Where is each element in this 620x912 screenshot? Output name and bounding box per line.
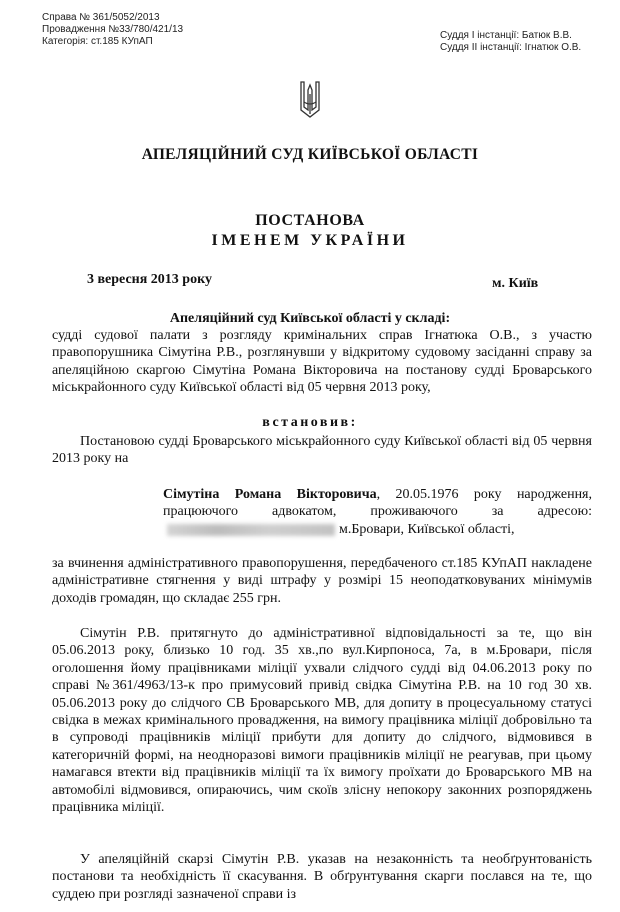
paragraph-3: [52, 625, 592, 816]
paragraph-4: [52, 851, 592, 903]
judge-second-instance: Суддя ІІ інстанції: Ігнатюк О.В.: [440, 42, 582, 53]
person-details-b: м.Бровари, Київської області,: [339, 521, 515, 537]
intro-text: судді судової палати з розгляду кримінальних справ Ігнатюка О.В., з участю правопорушника Сімутіна Р.В., розглянувши у відкритому судовому засіданні справу за апеляційною скаргою Сімутіна Романа Вікторовича на постанову судді Броварського міськрайонного суду Київської області від 05 червня 2013 року,: [52, 328, 592, 396]
judges-info: [440, 30, 581, 54]
paragraph-3-text: Сімутін Р.В. притягнуто до адміністративної відповідальності за те, що він 05.06.2013 року, близько 10 год. 35 хв.,по вул.Кирпоноса, 7а, в м.Бровари, після оголошення йому працівниками міліції ухвали слідчого судді від 04.06.2013 року по справі №361/4963/13-к про примусовий привід свідка Сімутіна Р.В. на 10 год 30 хв. 05.06.2013 року до слідчого СВ Броварського МВ, для допиту в процесуальному статусі свідка в межах кримінального провадження, на вимогу працівника міліції добровільно та в супроводі працівників міліції прибути для допиту до слідчого, відмовився в категоричній формі, на неодноразові вимоги працівників міліції не реагував, при цьому намагався втекти від працівників міліції та їх вимогу проїхати до Броварського МВ на автомобілі відмовився, опираючись, чим скоїв злісну непокору законних розпоряджень працівника міліції.: [52, 626, 592, 816]
proceeding-number: Провадження №33/780/421/13: [42, 24, 184, 35]
intro-paragraph: [52, 327, 592, 397]
case-info: [42, 12, 183, 48]
category: Категорія: ст.185 КУпАП: [42, 36, 153, 47]
person-name: Сімутіна Романа Вікторовича: [163, 487, 377, 502]
paragraph-2: [52, 555, 592, 607]
redacted-address: [167, 524, 335, 536]
document-subtitle: ІМЕНЕМ УКРАЇНИ: [211, 232, 409, 249]
paragraph-2-text: за вчинення адміністративного правопорушення, передбаченого ст.185 КУпАП накладене адміністративне стягнення у виді штрафу у розмірі 15 неоподатковуваних мінімумів доходів громадян, що складає 255 грн.: [52, 556, 592, 606]
paragraph-1-text: Постановою судді Броварського міськрайонного суду Київської області від 05 червня 2013 року на: [52, 434, 592, 467]
established-heading: встановив:: [262, 415, 358, 430]
paragraph-1: [52, 433, 592, 468]
trident-icon: [298, 80, 322, 120]
paragraph-4-text: У апеляційній скарзі Сімутін Р.В. указав на незаконність та необґрунтованість постанови та необхідність її скасування. В обґрунтування скарги послався на те, що суддею при розгляді зазначеної справи із: [52, 852, 592, 902]
document-city: м. Київ: [492, 276, 539, 291]
case-number: Справа № 361/5052/2013: [42, 12, 160, 23]
document-title: ПОСТАНОВА: [255, 212, 365, 229]
court-name: АПЕЛЯЦІЙНИЙ СУД КИЇВСЬКОЇ ОБЛАСТІ: [141, 146, 479, 163]
composition-heading: Апеляційний суд Київської області у складі:: [169, 311, 451, 326]
judge-first-instance: Суддя І інстанції: Батюк В.В.: [440, 30, 572, 41]
document-date: 3 вересня 2013 року: [87, 272, 212, 287]
person-details-a: , 20.05.1976 року народження, працюючого адвокатом, проживаючого за адресою:: [163, 487, 592, 520]
person-block: [163, 486, 592, 538]
